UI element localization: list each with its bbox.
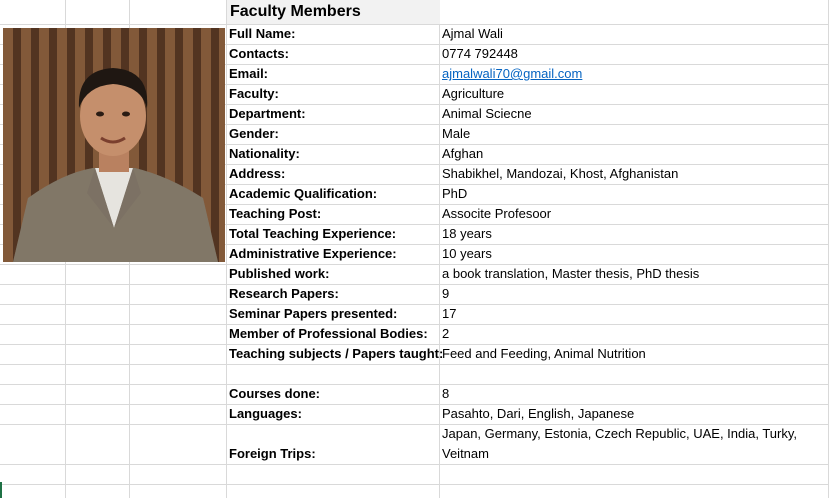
value-department[interactable]: Animal Sciecne (442, 106, 532, 121)
value-gender[interactable]: Male (442, 126, 471, 141)
sheet-title[interactable]: Faculty Members (230, 3, 361, 20)
grid-row-line (0, 304, 829, 305)
label-full-name[interactable]: Full Name: (229, 26, 296, 41)
value-courses-done[interactable]: 8 (442, 386, 450, 401)
value-professional-bodies[interactable]: 2 (442, 326, 450, 341)
value-administrative-experience[interactable]: 10 years (442, 246, 492, 261)
value-teaching-subjects[interactable]: Feed and Feeding, Animal Nutrition (442, 346, 646, 361)
label-foreign-trips[interactable]: Foreign Trips: (229, 446, 316, 461)
label-teaching-subjects[interactable]: Teaching subjects / Papers taught: (229, 346, 444, 361)
value-seminar-papers[interactable]: 17 (442, 306, 457, 321)
label-languages[interactable]: Languages: (229, 406, 302, 421)
value-nationality[interactable]: Afghan (442, 146, 484, 161)
label-email[interactable]: Email: (229, 66, 269, 81)
person-photo[interactable] (3, 28, 225, 262)
grid-row-line (0, 24, 829, 25)
label-seminar-papers[interactable]: Seminar Papers presented: (229, 306, 398, 321)
label-department[interactable]: Department: (229, 106, 306, 121)
value-foreign-trips[interactable]: Japan, Germany, Estonia, Czech Republic, UAE, India, Turky, Veitnam (442, 426, 798, 461)
label-contacts[interactable]: Contacts: (229, 46, 289, 61)
grid-row-line (0, 384, 829, 385)
label-research-papers[interactable]: Research Papers: (229, 286, 339, 301)
value-address[interactable]: Shabikhel, Mandozai, Khost, Afghanistan (442, 166, 679, 181)
value-published-work[interactable]: a book translation, Master thesis, PhD thesis (442, 266, 700, 281)
grid-row-line (0, 264, 829, 265)
label-address[interactable]: Address: (229, 166, 286, 181)
sheet-edge-marker (0, 482, 2, 498)
label-academic-qualification[interactable]: Academic Qualification: (229, 186, 378, 201)
email-link[interactable]: ajmalwali70@gmail.com (442, 66, 583, 81)
label-nationality[interactable]: Nationality: (229, 146, 300, 161)
label-gender[interactable]: Gender: (229, 126, 279, 141)
value-research-papers[interactable]: 9 (442, 286, 450, 301)
value-contacts[interactable]: 0774 792448 (442, 46, 518, 61)
grid-row-line (0, 464, 829, 465)
value-total-teaching-experience[interactable]: 18 years (442, 226, 492, 241)
value-faculty[interactable]: Agriculture (442, 86, 505, 101)
label-professional-bodies[interactable]: Member of Professional Bodies: (229, 326, 428, 341)
grid-row-line (0, 364, 829, 365)
label-faculty[interactable]: Faculty: (229, 86, 279, 101)
value-full-name[interactable]: Ajmal Wali (442, 26, 503, 41)
value-languages[interactable]: Pasahto, Dari, English, Japanese (442, 406, 635, 421)
grid-row-line (0, 484, 829, 485)
value-teaching-post[interactable]: Associte Profesoor (442, 206, 552, 221)
label-courses-done[interactable]: Courses done: (229, 386, 321, 401)
label-published-work[interactable]: Published work: (229, 266, 330, 281)
label-total-teaching-experience[interactable]: Total Teaching Experience: (229, 226, 397, 241)
grid-row-line (0, 404, 829, 405)
grid-row-line (0, 284, 829, 285)
label-administrative-experience[interactable]: Administrative Experience: (229, 246, 397, 261)
label-teaching-post[interactable]: Teaching Post: (229, 206, 322, 221)
person-photo-icon (3, 28, 225, 262)
value-academic-qualification[interactable]: PhD (442, 186, 468, 201)
